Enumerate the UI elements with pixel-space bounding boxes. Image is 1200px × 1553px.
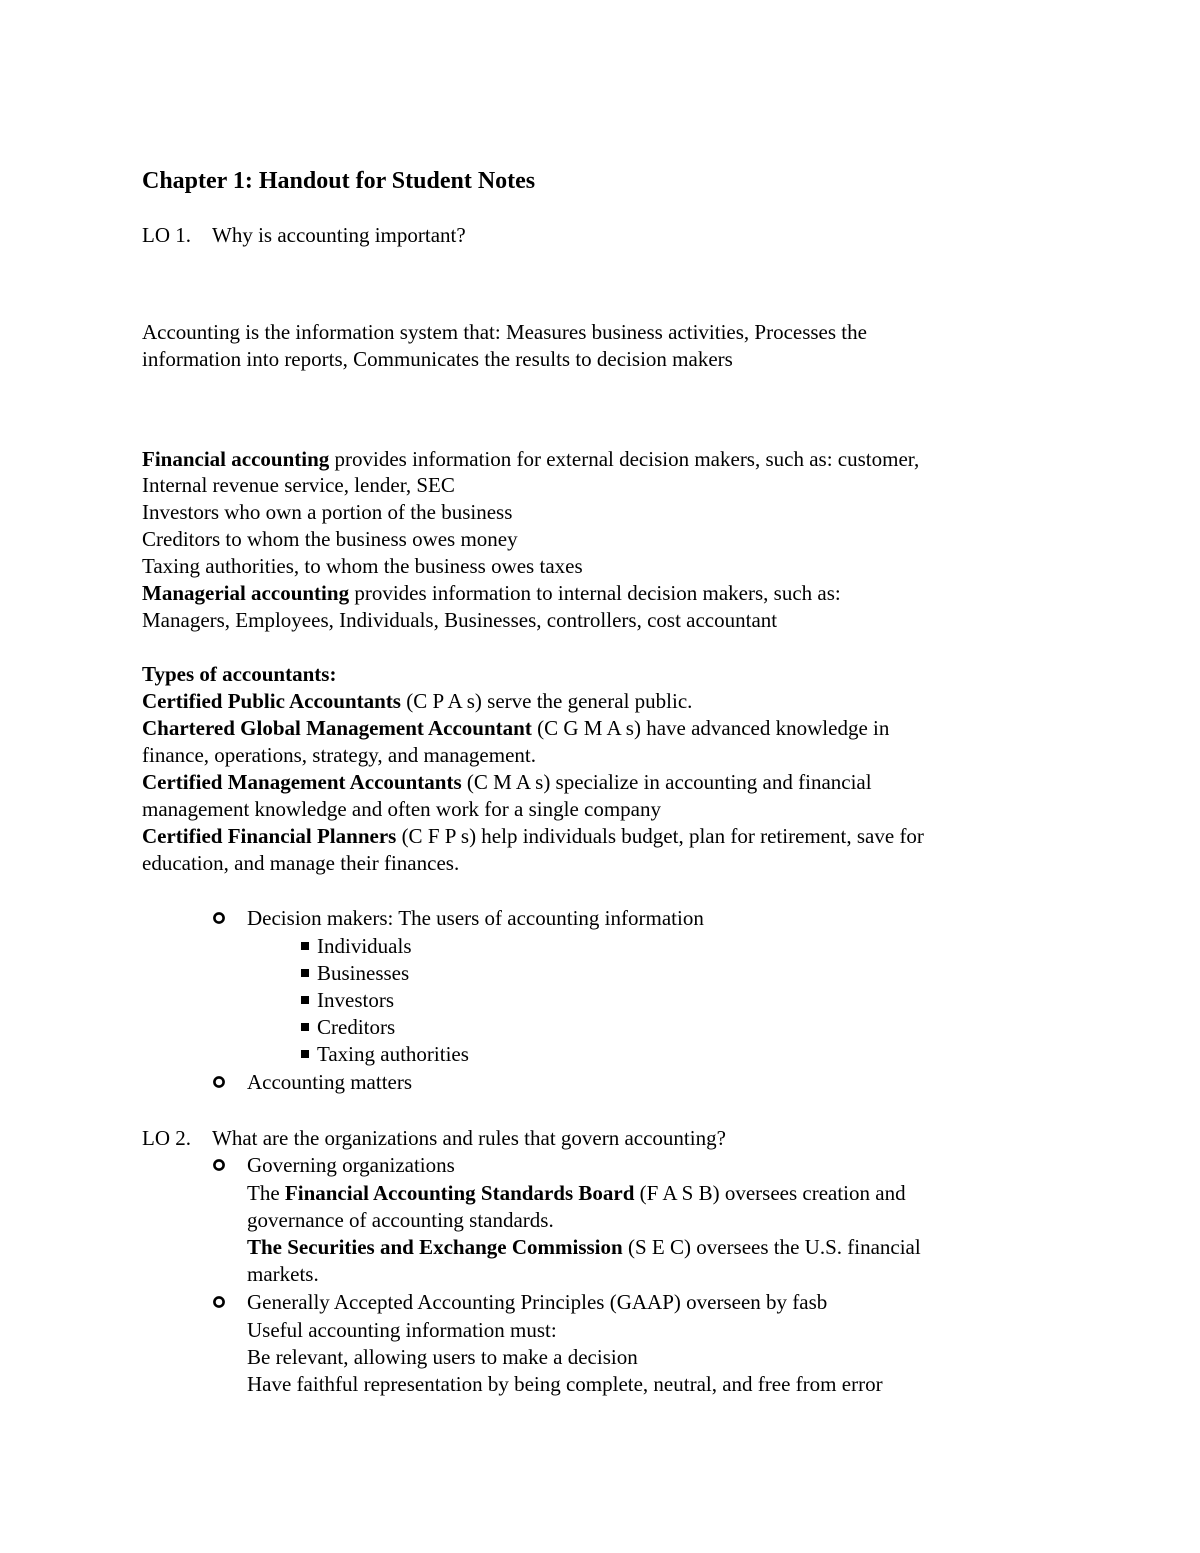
- decision-maker-item: Creditors: [317, 1015, 396, 1039]
- types-heading: [142, 661, 336, 688]
- decision-maker-item: Investors: [317, 988, 394, 1012]
- cgma-term: Chartered Global Management Accountant: [142, 716, 532, 740]
- cfp-term: Certified Financial Planners: [142, 824, 397, 848]
- page-title: Chapter 1: Handout for Student Notes: [142, 168, 536, 194]
- lo2-number: LO 2.: [142, 1126, 191, 1150]
- fasb-term: Financial Accounting Standards Board: [284, 1181, 635, 1205]
- decision-maker-item: Individuals: [317, 934, 412, 958]
- hollow-circle-bullet-icon: [212, 1158, 226, 1172]
- managerial-users-line: Managers, Employees, Individuals, Businesses, controllers, cost accountant: [142, 608, 778, 632]
- gaap-line: Useful accounting information must:: [247, 1318, 557, 1342]
- lo1-number: LO 1.: [142, 223, 191, 247]
- managerial-accounting-line: [142, 580, 841, 607]
- governing-organizations-label: Governing organizations: [247, 1153, 455, 1177]
- hollow-circle-bullet-icon: [212, 1075, 226, 1089]
- gaap-line: Have faithful representation by being complete, neutral, and free from error: [247, 1372, 883, 1396]
- decision-maker-item: Businesses: [317, 961, 410, 985]
- cma-term: Certified Management Accountants: [142, 770, 462, 794]
- square-bullet-icon: [301, 996, 309, 1004]
- lo2-heading: [142, 1125, 726, 1152]
- lo2-question: What are the organizations and rules that govern accounting?: [212, 1126, 726, 1150]
- hollow-circle-bullet-icon: [212, 911, 226, 925]
- cgma-line2: finance, operations, strategy, and management.: [142, 743, 536, 767]
- managerial-accounting-term: Managerial accounting: [142, 581, 350, 605]
- fasb-line2: governance of accounting standards.: [247, 1208, 554, 1232]
- financial-user-line: Internal revenue service, lender, SEC: [142, 473, 455, 497]
- cfp-desc: (C F P s) help individuals budget, plan for retirement, save for: [396, 824, 924, 848]
- cfp-line: [142, 823, 924, 850]
- decision-makers-label: Decision makers: The users of accounting information: [247, 906, 704, 930]
- financial-user-line: Investors who own a portion of the business: [142, 500, 513, 524]
- cpa-desc: (C P A s) serve the general public.: [400, 689, 693, 713]
- accounting-def-line1: Accounting is the information system that: Measures business activities, Processes the: [142, 320, 867, 344]
- cpa-line: [142, 688, 692, 715]
- square-bullet-icon: [301, 1050, 309, 1058]
- financial-accounting-desc: provides information for external decision makers, such as: customer,: [329, 447, 920, 471]
- financial-user-line: Taxing authorities, to whom the business owes taxes: [142, 554, 583, 578]
- lo1-question: Why is accounting important?: [212, 223, 466, 247]
- square-bullet-icon: [301, 1023, 309, 1031]
- cgma-line: [142, 715, 889, 742]
- sec-term: The Securities and Exchange Commission: [247, 1235, 623, 1259]
- fasb-desc: (F A S B) oversees creation and: [634, 1181, 906, 1205]
- sec-line: [247, 1234, 921, 1261]
- financial-accounting-term: Financial accounting: [142, 447, 330, 471]
- square-bullet-icon: [301, 969, 309, 977]
- accounting-matters-item: Accounting matters: [247, 1070, 413, 1094]
- fasb-prefix: The: [247, 1181, 285, 1205]
- gaap-line: Be relevant, allowing users to make a decision: [247, 1345, 638, 1369]
- cma-line2: management knowledge and often work for a single company: [142, 797, 662, 821]
- sec-line2: markets.: [247, 1262, 319, 1286]
- decision-maker-item: Taxing authorities: [317, 1042, 469, 1066]
- cma-line: [142, 769, 872, 796]
- cma-desc: (C M A s) specialize in accounting and financial: [461, 770, 872, 794]
- financial-user-line: Creditors to whom the business owes money: [142, 527, 518, 551]
- sec-desc: (S E C) oversees the U.S. financial: [622, 1235, 921, 1259]
- lo1-heading: [142, 222, 466, 249]
- cgma-desc: (C G M A s) have advanced knowledge in: [531, 716, 890, 740]
- accounting-def-line2: information into reports, Communicates the results to decision makers: [142, 347, 733, 371]
- hollow-circle-bullet-icon: [212, 1295, 226, 1309]
- types-heading-text: Types of accountants:: [142, 662, 337, 686]
- gaap-label: Generally Accepted Accounting Principles (GAAP) overseen by fasb: [247, 1290, 828, 1314]
- square-bullet-icon: [301, 942, 309, 950]
- cfp-line2: education, and manage their finances.: [142, 851, 460, 875]
- financial-accounting-line: [142, 446, 919, 473]
- managerial-accounting-desc: provides information to internal decision makers, such as:: [349, 581, 841, 605]
- cpa-term: Certified Public Accountants: [142, 689, 401, 713]
- fasb-line: [247, 1180, 906, 1207]
